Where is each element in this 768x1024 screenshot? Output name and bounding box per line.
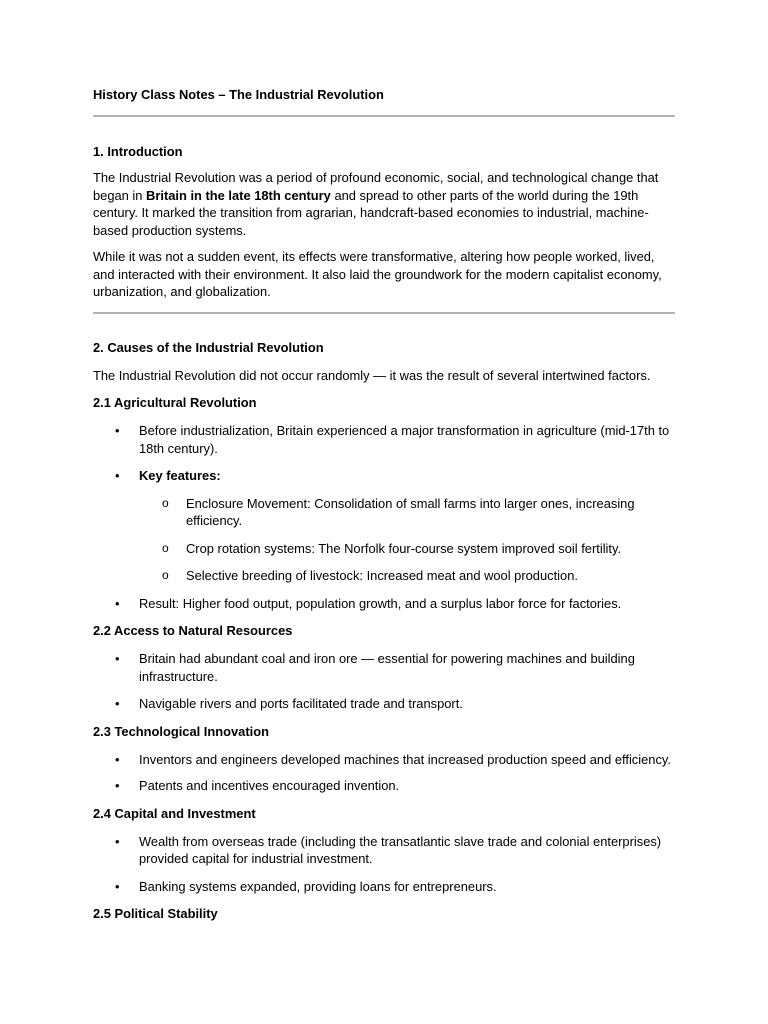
list-item: [93, 422, 675, 457]
bullet-icon: •: [115, 833, 120, 849]
subheading-agricultural-revolution: 2.1 Agricultural Revolution: [93, 395, 257, 410]
intro-bold-text: Britain in the late 18th century: [146, 187, 331, 203]
list-item-text: Key features:: [139, 468, 221, 483]
section-divider: [93, 115, 675, 117]
section-heading-introduction: 1. Introduction: [93, 144, 183, 159]
bullet-icon: •: [115, 878, 120, 894]
bullet-icon: •: [115, 751, 120, 767]
list-item-text: Banking systems expanded, providing loans for entrepreneurs.: [139, 878, 497, 894]
subheading-capital-investment: 2.4 Capital and Investment: [93, 805, 256, 821]
list-item: [93, 777, 675, 795]
document-title: History Class Notes – The Industrial Revolution: [93, 87, 384, 102]
list-item: [93, 595, 675, 613]
list-item: [93, 751, 675, 769]
list-item: [93, 878, 675, 896]
intro-paragraph-2: While it was not a sudden event, its effects were transformative, altering how people worked, lived, and interacted with their environment. It also laid the groundwork for the modern capitalist economy, urbanization, and globalization.: [93, 249, 662, 299]
list-item: [93, 833, 675, 868]
causes-intro: The Industrial Revolution did not occur randomly — it was the result of several intertwined factors.: [93, 367, 651, 383]
intro-text-2: and spread to other parts of the world during the 19th century. It marked the transition from agrarian, handcraft-based economies to industrial, machine-based production systems.: [93, 187, 649, 238]
subheading-natural-resources: 2.2 Access to Natural Resources: [93, 623, 293, 638]
bullet-icon: •: [115, 651, 120, 666]
intro-paragraph-1: [93, 169, 675, 239]
agricultural-list: [93, 422, 675, 612]
subheading-political-stability: 2.5 Political Stability: [93, 906, 218, 921]
subheading-technological-innovation: 2.3 Technological Innovation: [93, 723, 269, 739]
section-divider: [93, 312, 675, 314]
list-item-text: Britain had abundant coal and iron ore — essential for powering machines and building infrastructure.: [139, 651, 635, 684]
list-item: [93, 467, 675, 585]
capital-list: [93, 833, 675, 896]
list-item: [93, 695, 675, 713]
key-features-list: [93, 495, 675, 585]
sub-list-item-text: Selective breeding of livestock: Increased meat and wool production.: [186, 568, 578, 583]
bullet-icon: •: [115, 595, 120, 611]
list-item-text: Wealth from overseas trade (including the transatlantic slave trade and colonial enterprises) provided capital for industrial investment.: [139, 833, 662, 866]
bullet-icon: •: [115, 778, 120, 793]
document-content: [93, 86, 675, 923]
hollow-bullet-icon: o: [162, 540, 169, 555]
sub-list-item-text: Crop rotation systems: The Norfolk four-course system improved soil fertility.: [186, 540, 622, 556]
list-item-text: Patents and incentives encouraged invention.: [139, 778, 400, 793]
bullet-icon: •: [115, 696, 120, 711]
section-heading-causes: 2. Causes of the Industrial Revolution: [93, 339, 324, 355]
list-item-text: Result: Higher food output, population growth, and a surplus labor force for factories.: [139, 595, 622, 611]
sub-list-item-text: Enclosure Movement: Consolidation of small farms into larger ones, increasing efficiency.: [186, 495, 635, 528]
list-item-text: Navigable rivers and ports facilitated trade and transport.: [139, 696, 463, 711]
hollow-bullet-icon: o: [162, 495, 169, 510]
bullet-icon: •: [115, 423, 120, 438]
intro-text-1: The Industrial Revolution was a period of profound economic, social, and technological change that began in: [93, 170, 659, 203]
list-item-text: Inventors and engineers developed machines that increased production speed and efficiency.: [139, 751, 671, 767]
sub-list-item: [93, 567, 675, 585]
resources-list: [93, 650, 675, 713]
hollow-bullet-icon: o: [162, 568, 169, 582]
list-item: [93, 650, 675, 685]
sub-list-item: [93, 540, 675, 558]
list-item-text: Before industrialization, Britain experienced a major transformation in agriculture (mid-17th to 18th century).: [139, 423, 670, 456]
sub-list-item: [93, 495, 675, 530]
technology-list: [93, 751, 675, 795]
bullet-icon: •: [115, 468, 120, 483]
